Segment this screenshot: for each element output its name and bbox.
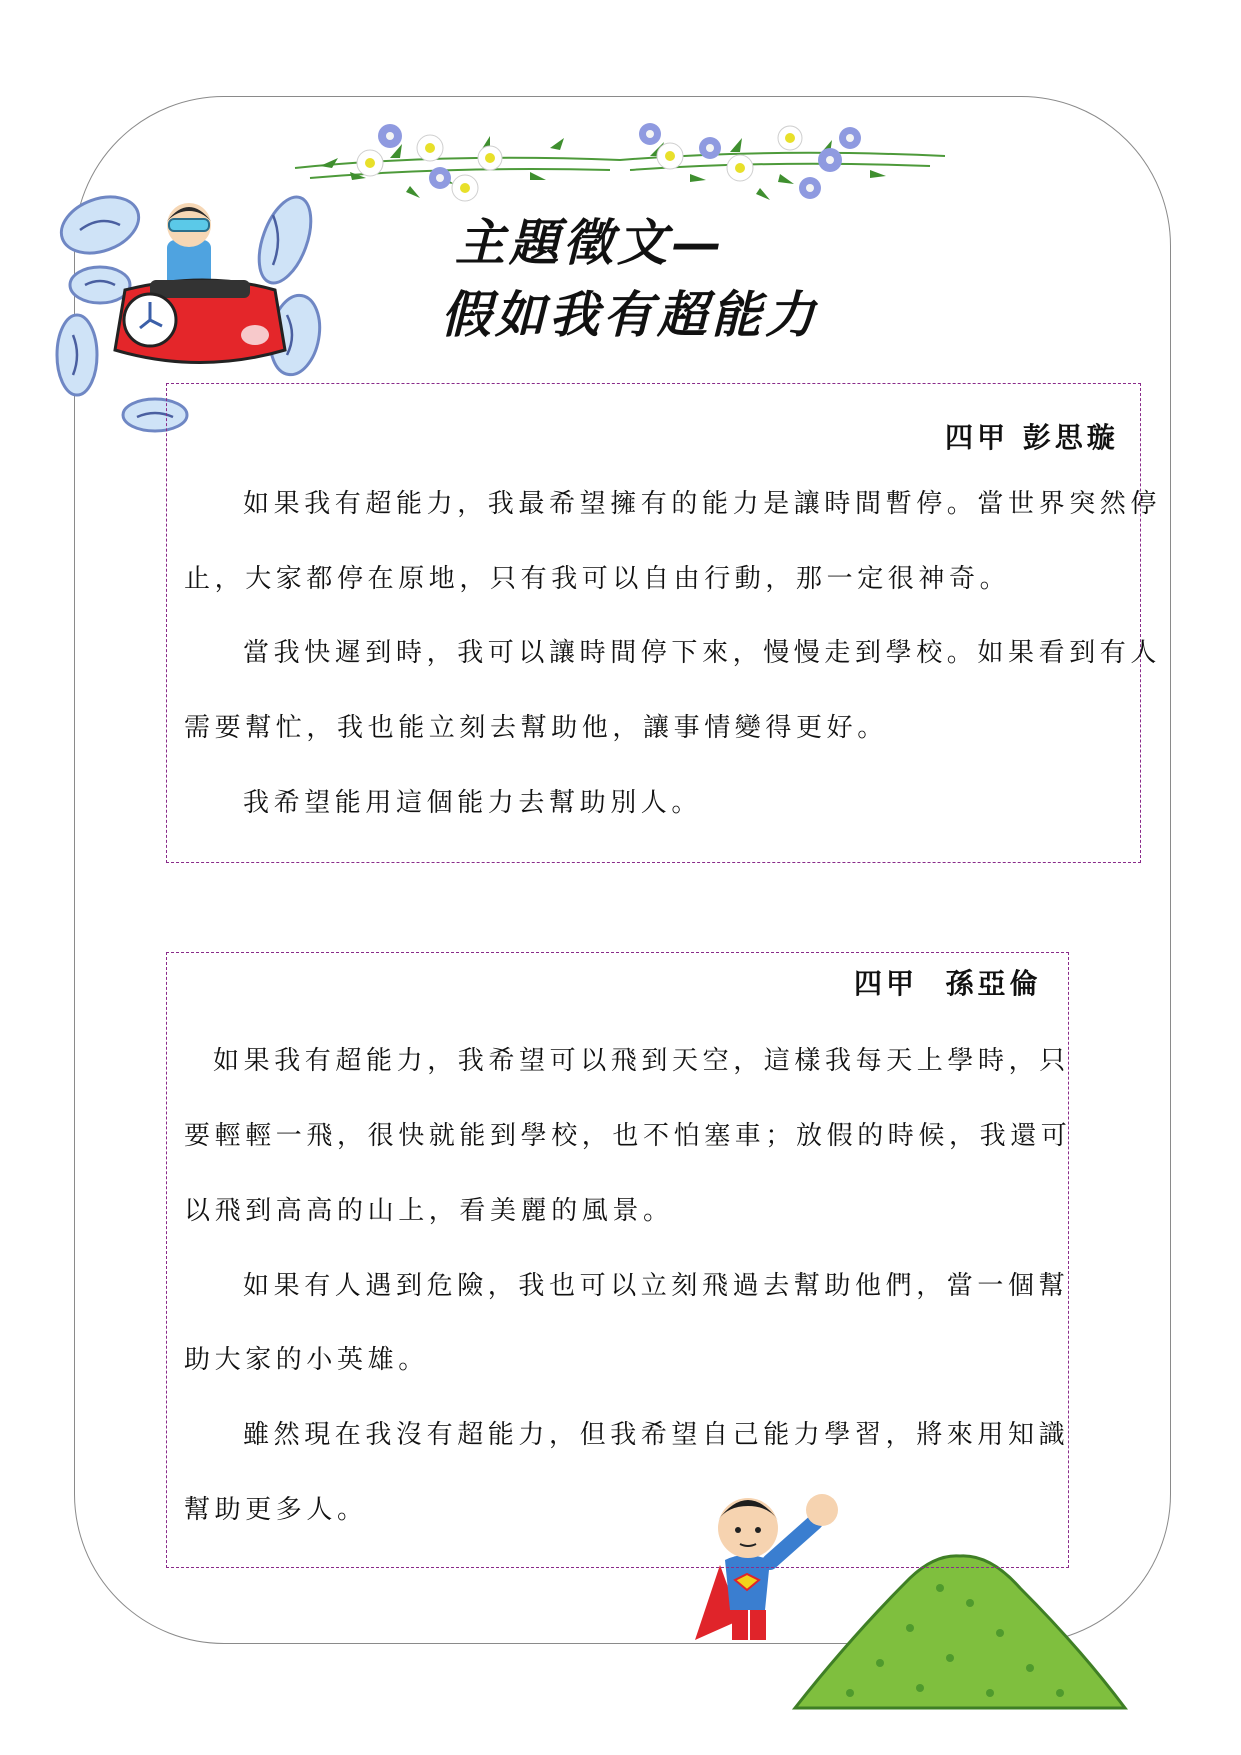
essay-2-line-1: 如果我有超能力，我希望可以飛到天空，這樣我每天上學時，只 <box>213 1046 1070 1076</box>
essay-2-line-4: 如果有人遇到危險，我也可以立刻飛過去幫助他們，當一個幫 <box>243 1271 1070 1301</box>
essay-2-author: 四甲 孫亞倫 <box>854 967 1042 1000</box>
essay-1-author: 四甲 彭思璇 <box>945 421 1119 454</box>
essay-2-line-5: 助大家的小英雄。 <box>184 1345 429 1375</box>
page-title-line-2: 假如我有超能力 <box>441 285 819 344</box>
essay-1-line-5: 我希望能用這個能力去幫助別人。 <box>243 788 703 818</box>
essay-2-line-7: 幫助更多人。 <box>184 1495 368 1525</box>
essay-1-line-1: 如果我有超能力，我最希望擁有的能力是讓時間暫停。當世界突然停 <box>243 489 1162 519</box>
essay-box-2 <box>166 952 1072 1568</box>
green-hill-illustration <box>790 1548 1130 1713</box>
essay-1-line-4: 需要幫忙，我也能立刻去幫助他，讓事情變得更好。 <box>184 713 888 743</box>
essay-1-line-2: 止，大家都停在原地，只有我可以自由行動，那一定很神奇。 <box>184 564 1011 594</box>
essay-2-line-3: 以飛到高高的山上，看美麗的風景。 <box>184 1196 674 1226</box>
page-title-line-1: 主題徵文— <box>455 213 725 272</box>
flower-garland-illustration <box>290 108 950 213</box>
essay-2-line-2: 要輕輕一飛，很快就能到學校，也不怕塞車；放假的時候，我還可 <box>184 1121 1072 1151</box>
essay-1-line-3: 當我快遲到時，我可以讓時間停下來，慢慢走到學校。如果看到有人 <box>243 638 1162 668</box>
essay-2-line-6: 雖然現在我沒有超能力，但我希望自己能力學習，將來用知識 <box>243 1420 1070 1450</box>
